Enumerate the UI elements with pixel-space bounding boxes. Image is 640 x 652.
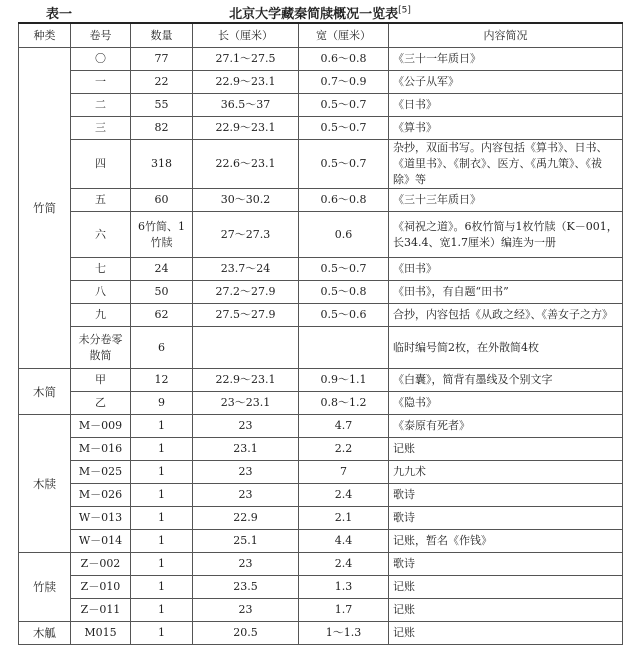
length-cell: 22.9 [193, 507, 299, 530]
table-row [19, 304, 623, 327]
length-cell: 27.2～27.9 [193, 281, 299, 304]
kind-cell: 竹简 [19, 48, 71, 369]
width-cell: 0.8～1.2 [299, 392, 389, 415]
content-cell: 《三十三年质日》 [389, 189, 623, 212]
table-row [19, 71, 623, 94]
content-cell: 《田书》 [389, 258, 623, 281]
table-row [19, 484, 623, 507]
table-row [19, 369, 623, 392]
volume-cell: 三 [71, 117, 131, 140]
count-cell: 1 [131, 415, 193, 438]
length-cell: 36.5～37 [193, 94, 299, 117]
content-cell: 歌诗 [389, 484, 623, 507]
volume-cell: Z－010 [71, 576, 131, 599]
kind-cell: 木简 [19, 369, 71, 415]
table-row [19, 553, 623, 576]
table-title [0, 3, 640, 22]
kind-cell: 竹牍 [19, 553, 71, 622]
volume-cell: 六 [71, 212, 131, 258]
count-cell: 24 [131, 258, 193, 281]
content-cell: 合抄，内容包括《从政之经》、《善女子之方》 [389, 304, 623, 327]
count-cell: 22 [131, 71, 193, 94]
content-cell: 记账 [389, 438, 623, 461]
width-cell: 1.3 [299, 576, 389, 599]
table-row [19, 212, 623, 258]
count-cell: 55 [131, 94, 193, 117]
width-cell: 2.4 [299, 484, 389, 507]
column-header-count: 数量 [131, 23, 193, 48]
width-cell: 0.5～0.6 [299, 304, 389, 327]
volume-cell: 四 [71, 140, 131, 189]
length-cell [193, 327, 299, 369]
width-cell: 2.2 [299, 438, 389, 461]
width-cell: 2.1 [299, 507, 389, 530]
length-cell: 23 [193, 553, 299, 576]
count-cell: 1 [131, 507, 193, 530]
count-cell: 1 [131, 484, 193, 507]
content-cell: 《算书》 [389, 117, 623, 140]
volume-cell: 八 [71, 281, 131, 304]
table-body [19, 48, 623, 645]
length-cell: 23～23.1 [193, 392, 299, 415]
length-cell: 20.5 [193, 622, 299, 645]
table-row [19, 438, 623, 461]
width-cell: 0.9～1.1 [299, 369, 389, 392]
table-row [19, 281, 623, 304]
kind-cell: 木觚 [19, 622, 71, 645]
volume-cell: 一 [71, 71, 131, 94]
table-row [19, 576, 623, 599]
volume-cell: Z－002 [71, 553, 131, 576]
content-cell: 《公子从军》 [389, 71, 623, 94]
volume-cell: W－013 [71, 507, 131, 530]
content-cell: 《三十一年质日》 [389, 48, 623, 71]
count-cell: 6竹简、1竹牍 [131, 212, 193, 258]
content-cell: 记账 [389, 622, 623, 645]
table-row [19, 622, 623, 645]
volume-cell: M－016 [71, 438, 131, 461]
length-cell: 23 [193, 461, 299, 484]
count-cell: 1 [131, 576, 193, 599]
width-cell: 1.7 [299, 599, 389, 622]
table-row [19, 599, 623, 622]
volume-cell: 甲 [71, 369, 131, 392]
volume-cell: M－009 [71, 415, 131, 438]
table-row [19, 327, 623, 369]
length-cell: 25.1 [193, 530, 299, 553]
width-cell: 7 [299, 461, 389, 484]
table-title-reference: [5] [398, 5, 411, 16]
content-cell: 歌诗 [389, 553, 623, 576]
content-cell: 《田书》，有自题“田书” [389, 281, 623, 304]
length-cell: 27～27.3 [193, 212, 299, 258]
length-cell: 27.5～27.9 [193, 304, 299, 327]
table-row [19, 415, 623, 438]
table-row [19, 392, 623, 415]
count-cell: 1 [131, 622, 193, 645]
volume-cell: 五 [71, 189, 131, 212]
content-cell: 杂抄，双面书写。内容包括《算书》、日书、《道里书》、《制衣》、医方、《禹九策》、《祓除》等 [389, 140, 623, 189]
content-cell: 歌诗 [389, 507, 623, 530]
length-cell: 30～30.2 [193, 189, 299, 212]
count-cell: 50 [131, 281, 193, 304]
width-cell: 0.6 [299, 212, 389, 258]
table-row [19, 461, 623, 484]
column-header-length: 长（厘米） [193, 23, 299, 48]
length-cell: 23 [193, 415, 299, 438]
length-cell: 22.9～23.1 [193, 117, 299, 140]
table-row [19, 140, 623, 189]
volume-cell: 九 [71, 304, 131, 327]
length-cell: 23.1 [193, 438, 299, 461]
count-cell: 62 [131, 304, 193, 327]
table-label: 表一 [46, 7, 73, 22]
count-cell: 12 [131, 369, 193, 392]
length-cell: 23.7～24 [193, 258, 299, 281]
content-cell: 《日书》 [389, 94, 623, 117]
width-cell: 2.4 [299, 553, 389, 576]
count-cell: 6 [131, 327, 193, 369]
table-row [19, 507, 623, 530]
count-cell: 1 [131, 438, 193, 461]
table-header-line [0, 0, 640, 22]
table-title-text: 北京大学藏秦简牍概况一览表 [229, 7, 399, 22]
width-cell: 0.5～0.8 [299, 281, 389, 304]
volume-cell: M015 [71, 622, 131, 645]
content-cell: 《白囊》，简背有墨线及个别文字 [389, 369, 623, 392]
length-cell: 22.6～23.1 [193, 140, 299, 189]
volume-cell: Z－011 [71, 599, 131, 622]
width-cell: 0.5～0.7 [299, 140, 389, 189]
kind-cell: 木牍 [19, 415, 71, 553]
volume-cell: 二 [71, 94, 131, 117]
volume-cell: 七 [71, 258, 131, 281]
table-row [19, 117, 623, 140]
header-row [19, 23, 623, 48]
content-cell: 临时编号简2枚，在外散简4枚 [389, 327, 623, 369]
width-cell: 4.4 [299, 530, 389, 553]
content-cell: 记账 [389, 599, 623, 622]
length-cell: 27.1～27.5 [193, 48, 299, 71]
length-cell: 23 [193, 484, 299, 507]
width-cell: 0.5～0.7 [299, 117, 389, 140]
column-header-volume: 卷号 [71, 23, 131, 48]
count-cell: 9 [131, 392, 193, 415]
count-cell: 318 [131, 140, 193, 189]
length-cell: 23 [193, 599, 299, 622]
column-header-width: 宽（厘米） [299, 23, 389, 48]
count-cell: 82 [131, 117, 193, 140]
content-cell: 记账 [389, 576, 623, 599]
width-cell: 0.6～0.8 [299, 48, 389, 71]
column-header-content: 内容简况 [389, 23, 623, 48]
length-cell: 23.5 [193, 576, 299, 599]
width-cell: 1～1.3 [299, 622, 389, 645]
volume-cell: 〇 [71, 48, 131, 71]
content-cell: 记账，暂名《作钱》 [389, 530, 623, 553]
count-cell: 1 [131, 461, 193, 484]
table-row [19, 94, 623, 117]
table-row [19, 530, 623, 553]
width-cell [299, 327, 389, 369]
content-cell: 《祠祝之道》。6枚竹简与1枚竹牍（K－001，长34.4、宽1.7厘米）编连为一册 [389, 212, 623, 258]
volume-cell: 未分卷零散简 [71, 327, 131, 369]
content-cell: 《泰原有死者》 [389, 415, 623, 438]
volume-cell: M－026 [71, 484, 131, 507]
volume-cell: M－025 [71, 461, 131, 484]
column-header-kind: 种类 [19, 23, 71, 48]
length-cell: 22.9～23.1 [193, 369, 299, 392]
count-cell: 1 [131, 553, 193, 576]
length-cell: 22.9～23.1 [193, 71, 299, 94]
table-row [19, 189, 623, 212]
content-cell: 九九术 [389, 461, 623, 484]
table-row [19, 258, 623, 281]
count-cell: 60 [131, 189, 193, 212]
volume-cell: 乙 [71, 392, 131, 415]
count-cell: 1 [131, 599, 193, 622]
count-cell: 1 [131, 530, 193, 553]
slips-overview-table [18, 22, 623, 645]
width-cell: 0.5～0.7 [299, 258, 389, 281]
count-cell: 77 [131, 48, 193, 71]
width-cell: 0.7～0.9 [299, 71, 389, 94]
width-cell: 0.6～0.8 [299, 189, 389, 212]
table-row [19, 48, 623, 71]
width-cell: 0.5～0.7 [299, 94, 389, 117]
content-cell: 《隐书》 [389, 392, 623, 415]
volume-cell: W－014 [71, 530, 131, 553]
width-cell: 4.7 [299, 415, 389, 438]
